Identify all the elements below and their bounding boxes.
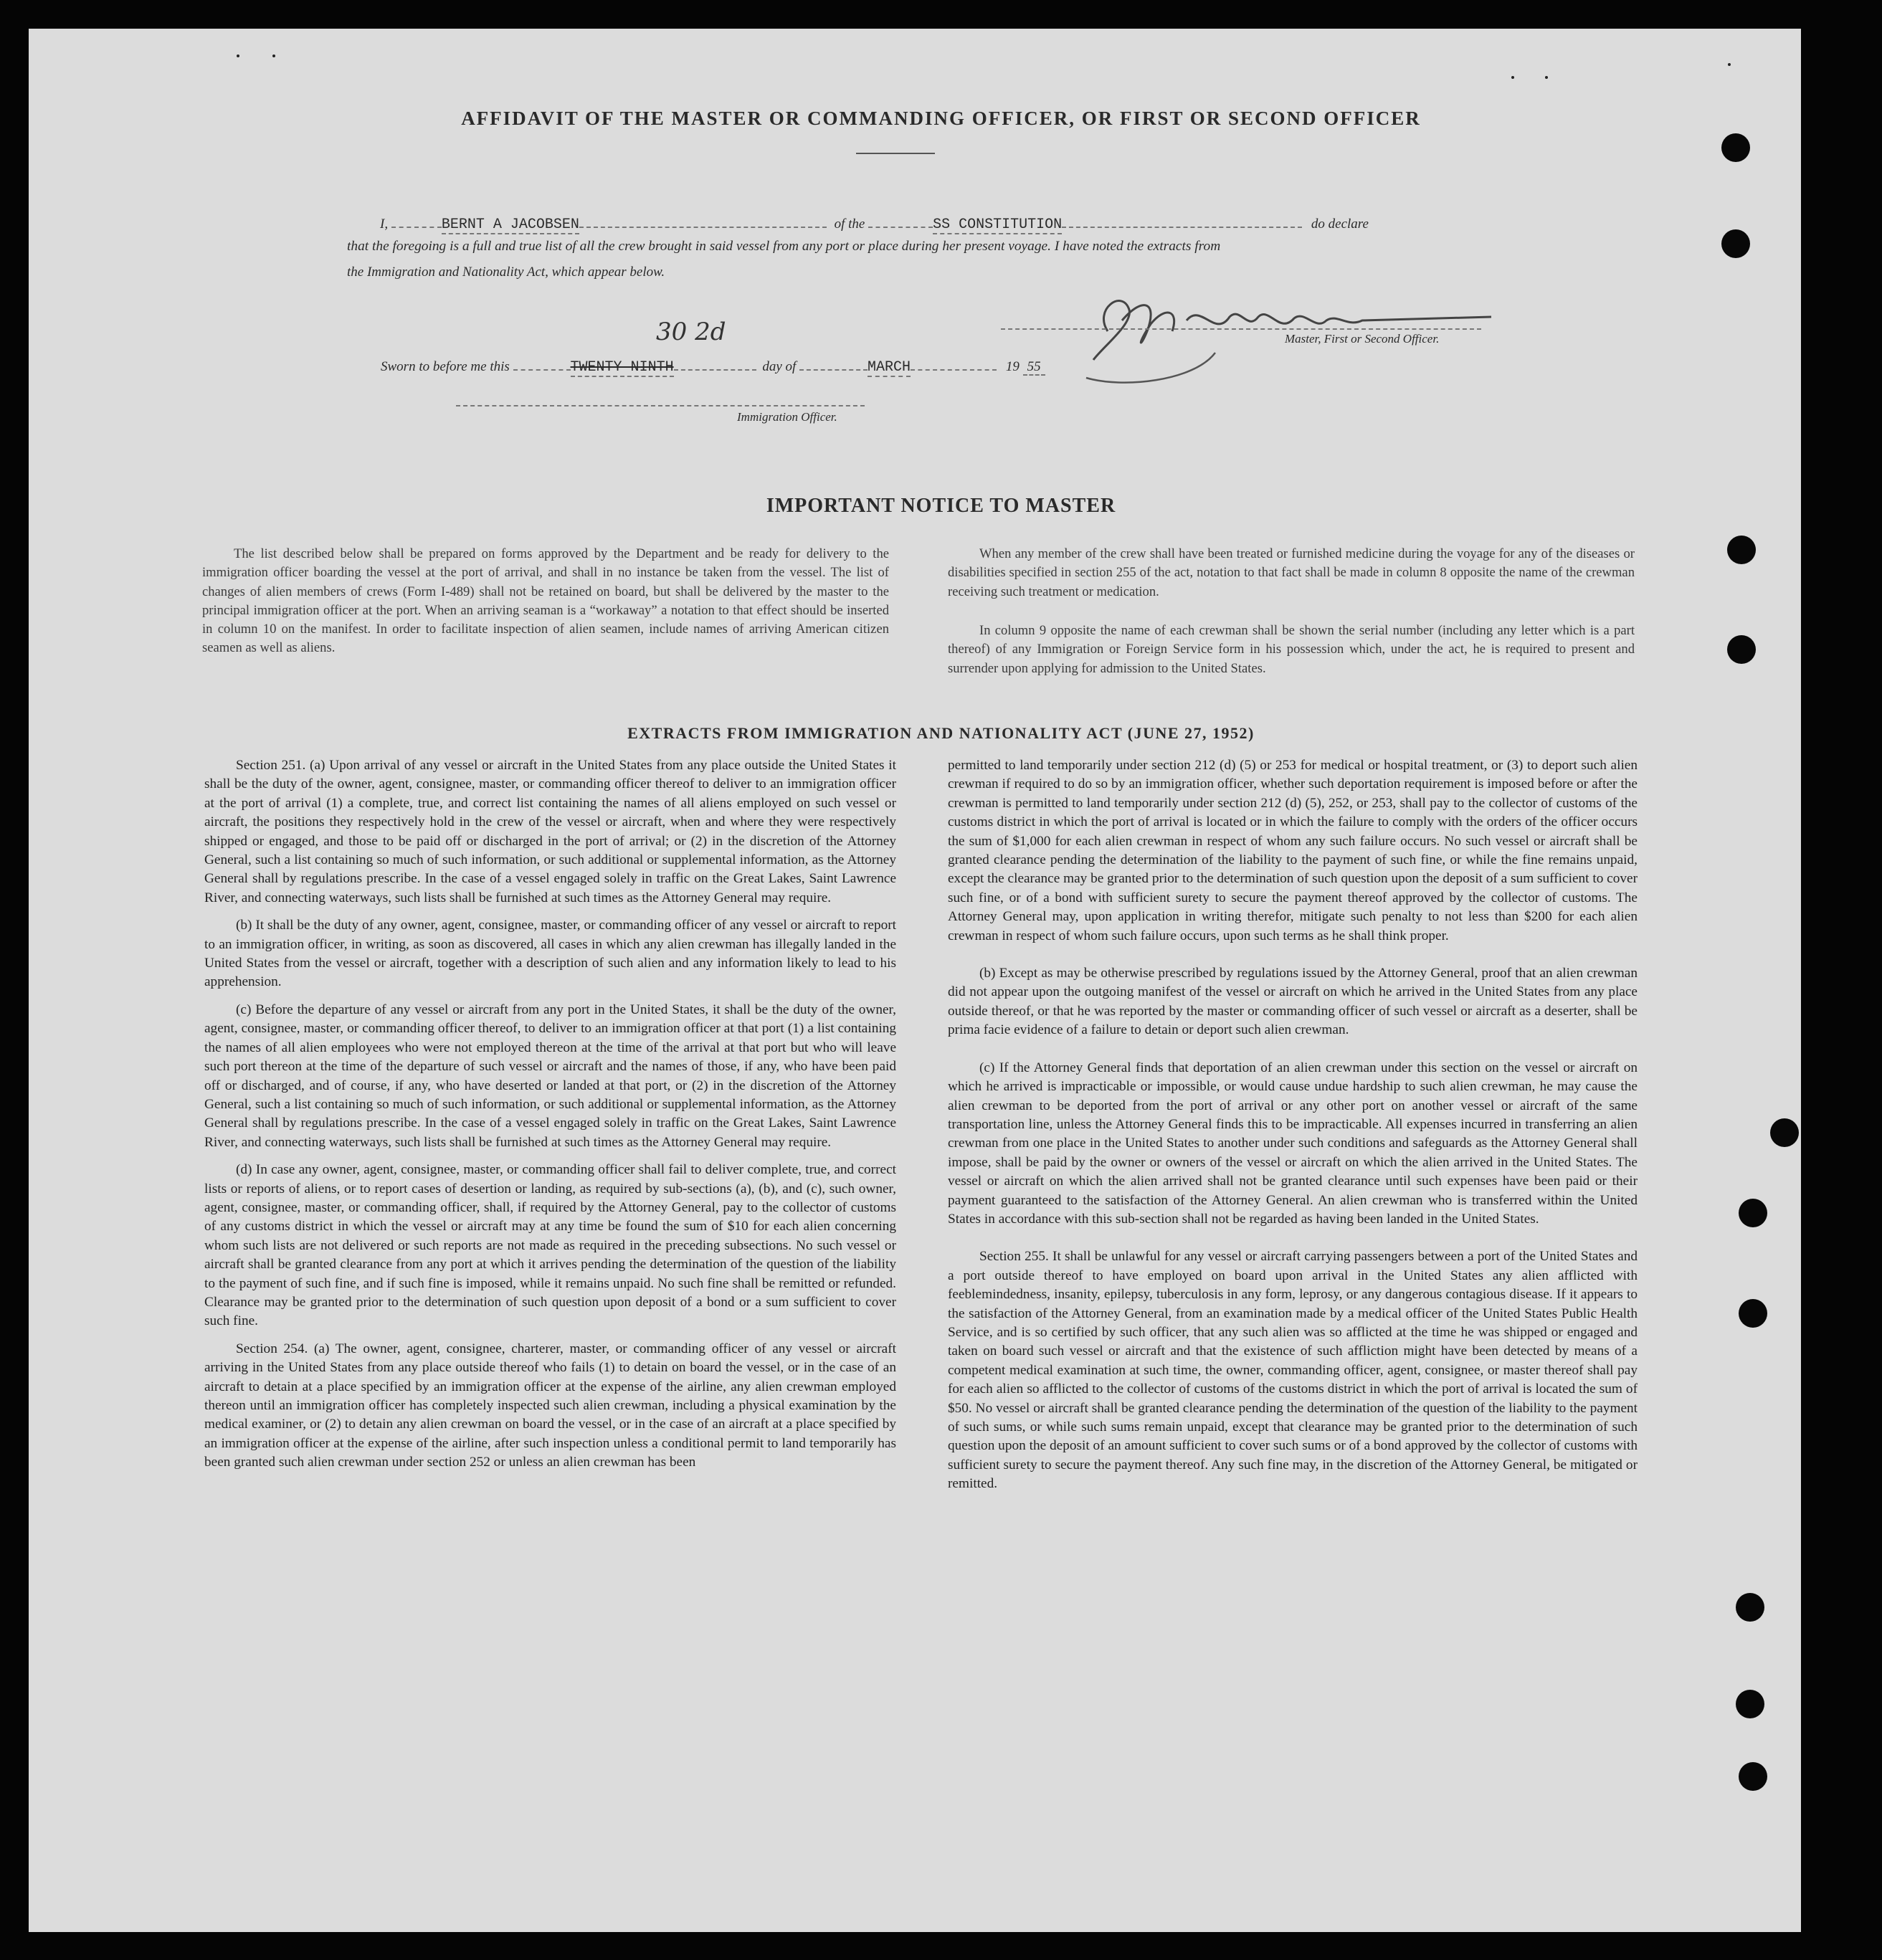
vessel-name: SS CONSTITUTION — [933, 217, 1063, 233]
section-251-a: Section 251. (a) Upon arrival of any vessel or aircraft in the United States from any place outside the United States it shall be the duty of the owner, agent, consignee, master, or commanding officer thereof to deliver to an immigration officer at the port of arrival (1) a complete, true, and correct list containing the names of all aliens employed on such vessel or aircraft, the positions they respectively hold in the crew of the vessel or aircraft, when and where they were respectively shipped or engaged, and those to be paid off or discharged in the port of arrival; or (2) in the discretion of the Attorney General, such a list containing so much of such information, or such additional or supplemental information, as the Attorney General shall by regulations prescribe. In the case of a vessel engaged solely in traffic on the Great Lakes, Saint Lawrence River, and connecting waterways, such lists shall be furnished at such times as the Attorney General may require. — [204, 758, 896, 905]
of-the-label: of the — [834, 217, 865, 232]
punch-hole — [1739, 1762, 1767, 1791]
officer-caption: Immigration Officer. — [737, 410, 837, 424]
extracts-title: EXTRACTS FROM IMMIGRATION AND NATIONALITY ACT (JUNE 27, 1952) — [627, 724, 1255, 742]
section-251-b: (b) It shall be the duty of any owner, agent, consignee, master, or commanding officer of any vessel or aircraft to report to an immigration officer, in writing, as soon as discovered, all cases in which any alien crewman has illegally landed in the United States from the vessel or aircraft, together with a description of such alien and any information likely to lead to his apprehension. — [204, 918, 896, 990]
notice-right-2: In column 9 opposite the name of each crewman shall be shown the serial number (including any letter which is a part thereof) of any Immigration or Foreign Service form in his possession which, under the act, he is required to present and surrender upon applying for admission to the United States. — [948, 623, 1635, 676]
section-254-a-continued: permitted to land temporarily under section 212 (d) (5) or 253 for medical or hospital treatment, or (3) to deport such alien crewman if required to do so by an immigration officer, whether such deportation requirement is imposed before or after the crewman is permitted to land temporarily under section 212 (d) (5), 252, or 253, shall pay to the collector of customs of the customs district in which the port of arrival is located or in which the failure to comply with the orders of the officer occurs the sum of $1,000 for each alien crewman in respect of whom any such failure occurs. No such vessel or aircraft shall be granted clearance pending the determination of the liability to the payment of such fine, or while the fine remains unpaid, except the clearance may be granted prior to the determination of such question upon the deposit of a sum sufficient to cover such fine, or of a bond with sufficient surety to secure the payment thereof approved by the collector of customs. The Attorney General may, upon application in writing therefor, mitigate such penalty to not less than $200 for each alien crewman in respect of whom such failure occurs, upon such terms as he shall think proper. — [948, 758, 1638, 943]
notice-right-1: When any member of the crew shall have been treated or furnished medicine during the voyage for any of the diseases or disabilities specified in section 255 of the act, notation to that fact shall be made in column 8 opposite the name of the crewman receiving such treatment or medication. — [948, 546, 1635, 599]
signature-caption: Master, First or Second Officer. — [1285, 332, 1440, 346]
punch-hole — [1736, 1593, 1764, 1622]
sworn-day-struck: TWENTY NINTH — [570, 359, 674, 376]
sworn-label: Sworn to before me this — [381, 359, 510, 374]
sworn-line — [381, 356, 1045, 376]
year-prefix: 19 — [1005, 359, 1020, 374]
section-254-b: (b) Except as may be otherwise prescribed by regulations issued by the Attorney General, proof that an alien crewman did not appear upon the outgoing manifest of the vessel or aircraft on which he arrived in the United States from any place outside thereof, or that he was reported by the master or commanding officer of such vessel or aircraft as a deserter, shall be prima facie evidence of a failure to detain or deport such alien crewman. — [948, 966, 1638, 1038]
affidavit-title: AFFIDAVIT OF THE MASTER OR COMMANDING OFFICER, OR FIRST OR SECOND OFFICER — [461, 108, 1421, 129]
declaration-line — [380, 214, 1369, 233]
notice-left: The list described below shall be prepared on forms approved by the Department and be ready for delivery to the immigration officer boarding the vessel at the port of arrival, and shall in no instance be taken from the vessel. The list of changes of alien members of crews (Form I-489) shall not be retained on board, but shall be delivered by the master to the principal immigration officer at the port. When an arriving seaman is a “workaway” a notation to that effect should be inserted in column 10 on the manifest. In order to facilitate inspection of alien seamen, include names of arriving American citizen seamen as well as aliens. — [202, 546, 889, 656]
sworn-month: MARCH — [868, 359, 911, 376]
punch-hole — [1770, 1118, 1799, 1147]
section-254-a: Section 254. (a) The owner, agent, consignee, charterer, master, or commanding officer of any vessel or aircraft arriving in the United States from any place outside thereof who fails (1) to detain on board the vessel, or in the case of an aircraft to detain at a place specified by an immigration officer at the expense of the airline, any alien crewman employed thereon until an immigration officer has completely inspected such alien crewman, including a physical examination by the medical examiner, or (2) to detain any alien crewman on board the vessel, or in the case of an aircraft at a place specified by an immigration officer at the expense of the airline, after such inspection unless a conditional permit to land temporarily has been granted such alien crewman under section 252 or unless an alien crewman has been — [204, 1341, 896, 1470]
section-254-c: (c) If the Attorney General finds that deportation of an alien crewman under this section on the vessel or aircraft on which he arrived is impracticable or impossible, or would cause undue hardship to such alien crewman, he may cause the alien crewman to be deported from the port of arrival or any other port on another vessel or aircraft of the same transportation line, unless the Attorney General finds this to be impracticable. All expenses incurred in transferring an alien crewman from one place in the United States to another under such conditions and safeguards as the Attorney General shall impose, shall be paid by the owner or owners of the vessel or aircraft on which the alien arrived in the United States. The vessel or aircraft on which the alien arrived shall not be granted clearance until such expenses have been paid or their payment guaranteed to the satisfaction of the Attorney General. An alien crewman who is transferred within the United States in accordance with this sub-section shall not be regarded as having been landed in the United States. — [948, 1060, 1638, 1227]
punch-hole — [1727, 536, 1756, 564]
section-251-c: (c) Before the departure of any vessel or aircraft from any port in the United States, it shall be the duty of the owner, agent, consignee, master, or commanding officer thereof, to deliver to an immigration officer at that port (1) a list containing the names of all alien employees who were not employed thereon at the time of the arrival at that port but who will leave such port thereon at the time of the departure of such vessel or aircraft and the names of those, if any, who have been paid off or discharged, and of course, if any, who have deserted or landed at that port, or (2) in the discretion of the Attorney General, such a list containing so much of such information, or such additional or supplemental information, as the Attorney General shall by regulations prescribe. In the case of a vessel engaged solely in traffic on the Great Lakes, Saint Lawrence River, and connecting waterways, such lists shall be furnished at such times as the Attorney General may require. — [204, 1002, 896, 1150]
year-suffix: 55 — [1023, 359, 1045, 376]
punch-hole — [1739, 1199, 1767, 1227]
do-declare-label: do declare — [1311, 217, 1369, 232]
punch-hole — [1727, 635, 1756, 664]
i-label: I, — [380, 217, 389, 232]
extracts-left-column — [204, 756, 896, 1481]
handwritten-day: 30 2d — [656, 318, 726, 346]
master-name: BERNT A JACOBSEN — [441, 217, 579, 233]
punch-hole — [1721, 133, 1750, 162]
punch-hole — [1739, 1299, 1767, 1328]
section-255: Section 255. It shall be unlawful for any vessel or aircraft carrying passengers between a port of the United States and a port outside thereof to have employed on board upon arrival in the United States any alien afflicted with feeblemindedness, insanity, epilepsy, tuberculosis in any form, leprosy, or any dangerous contagious disease. If it appears to the satisfaction of the Attorney General, from an examination made by a medical officer of the United States Public Health Service, and is so certified by such officer, that any such alien was so afflicted at the time he was shipped or engaged and taken on board such vessel or aircraft and that the existence of such affliction might have been detected by means of a competent medical examination at such time, the owner, commanding officer, agent, consignee, or master thereof shall pay for each alien so afflicted to the collector of customs of the customs district in which the port of arrival is located the sum of $50. No vessel or aircraft shall be granted clearance pending the determination of the question of the liability to the payment of such sums, or while such sums remain unpaid, except that clearance may be granted prior to the determination of such question upon the deposit of an amount sufficient to cover such sums or of a bond approved by the collector of customs with sufficient surety to secure the payment thereof. Any such fine may, in the discretion of the Attorney General, be mitigated or remitted. — [948, 1249, 1638, 1492]
extracts-right-column — [948, 756, 1638, 1503]
punch-hole — [1736, 1690, 1764, 1718]
notice-title: IMPORTANT NOTICE TO MASTER — [766, 495, 1116, 517]
signature-line — [1001, 328, 1481, 330]
day-of-label: day of — [762, 359, 797, 374]
officer-signature-line — [456, 405, 865, 406]
declaration-text-1: that the foregoing is a full and true list of all the crew brought in said vessel from any port or place during her present voyage. I have noted the extracts from — [347, 239, 1221, 254]
section-251-d: (d) In case any owner, agent, consignee, master, or commanding officer shall fail to deliver complete, true, and correct lists or reports of aliens, or to report cases of desertion or landing, as required by sub-sections (a), (b), and (c), such owner, agent, consignee, master, or commanding officer, shall, if required by the Attorney General, pay to the collector of customs of any customs district in which the vessel or aircraft may at any time be found the sum of $10 for each alien concerning whom such lists are not delivered or such reports are not made as required in the preceding subsections. No such vessel or aircraft shall be granted clearance from any port at which it arrives pending the determination of the question of the liability to the payment of such fine, and if such fine is imposed, while it remains unpaid. No such fine shall be remitted or refunded. Clearance may be granted prior to the determination of such question upon deposit of a bond or a sum sufficient to cover such fine. — [204, 1162, 896, 1329]
title-rule — [856, 153, 935, 154]
punch-hole — [1721, 229, 1750, 258]
declaration-text-2: the Immigration and Nationality Act, which appear below. — [347, 265, 665, 280]
